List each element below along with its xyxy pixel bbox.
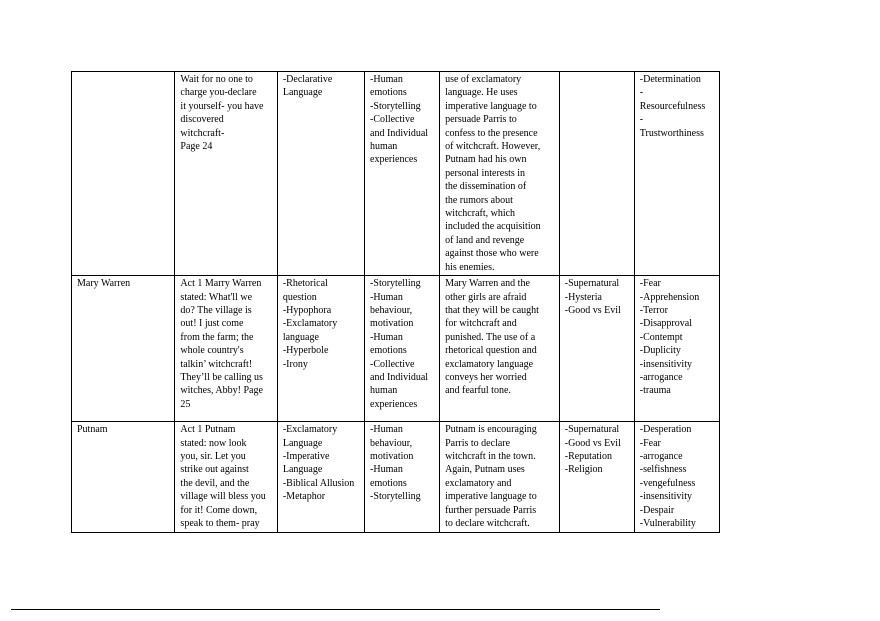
analysis-line: included the acquisition: [445, 221, 541, 233]
analysis-line: Parris to declare: [445, 437, 511, 449]
emotion-line: -Determination: [639, 74, 701, 85]
footer-divider: [11, 609, 660, 610]
analysis-line: of land and revenge: [445, 234, 525, 246]
theme-line: -Storytelling: [370, 278, 421, 290]
theme-line: experiences: [370, 398, 418, 410]
table-row: [72, 422, 720, 533]
quote-line: witches, Abby! Page: [180, 385, 263, 397]
analysis-line: witchcraft, which: [445, 208, 516, 220]
quote-line: stated: now look: [180, 437, 247, 449]
emotion-line: -Desperation: [639, 424, 692, 436]
analysis-line: to declare witchcraft.: [445, 517, 530, 529]
character-cell: [72, 276, 175, 422]
analysis-line: exclamatory language: [445, 358, 534, 370]
quote-line: witchcraft-: [180, 127, 225, 139]
context-line: -Supernatural: [564, 424, 620, 436]
analysis-line: for witchcraft and: [445, 318, 517, 330]
analysis-line: and fearful tone.: [445, 385, 511, 397]
context-line: -Religion: [564, 464, 603, 476]
quote-line: discovered: [180, 114, 224, 126]
theme-line: human: [370, 385, 398, 397]
analysis-line: further persuade Parris: [445, 504, 537, 516]
techniques-cell: [277, 72, 364, 276]
character-name: Mary Warren: [77, 278, 131, 290]
technique-line: Language: [282, 87, 323, 99]
technique-line: -Imperative: [282, 450, 330, 462]
emotion-line: -Despair: [639, 504, 675, 516]
emotions-cell: [634, 422, 719, 533]
theme-line: -Human: [370, 464, 403, 476]
emotion-line: -Disapproval: [639, 318, 692, 330]
emotion-line: -: [639, 87, 644, 99]
themes-cell: [365, 72, 440, 276]
emotion-line: -Fear: [639, 437, 661, 449]
emotion-line: -Fear: [639, 278, 661, 290]
quote-line: for it! Come down,: [180, 504, 258, 516]
table-row: [72, 276, 720, 422]
technique-line: -Irony: [282, 358, 308, 370]
technique-line: Language: [282, 464, 323, 476]
analysis-line: exclamatory and: [445, 477, 512, 489]
character-cell: [72, 422, 175, 533]
character-name: Putnam: [77, 424, 108, 436]
theme-line: emotions: [370, 345, 407, 357]
analysis-line: other girls are afraid: [445, 291, 527, 303]
emotion-line: -trauma: [639, 385, 671, 397]
emotion-line: -Apprehension: [639, 291, 700, 303]
context-cell: [559, 72, 634, 276]
context-line: -Good vs Evil: [564, 304, 621, 316]
technique-line: -Hypophora: [282, 304, 332, 316]
emotion-line: Resourcefulness: [639, 100, 706, 112]
theme-line: motivation: [370, 450, 414, 462]
theme-line: emotions: [370, 477, 407, 489]
quote-line: stated: What'll we: [180, 291, 253, 303]
analysis-line: conveys her worried: [445, 371, 527, 383]
themes-cell: [365, 422, 440, 533]
themes-cell: [365, 276, 440, 422]
analysis-line: Putnam is encouraging: [445, 424, 537, 436]
theme-line: -Human: [370, 331, 403, 343]
context-cell: [559, 276, 634, 422]
context-line: -Reputation: [564, 450, 612, 462]
quote-line: do? The village is: [180, 304, 252, 316]
quote-line: Page 24: [180, 141, 213, 153]
emotion-line: -arrogance: [639, 371, 683, 383]
analysis-line: Again, Putnam uses: [445, 464, 525, 476]
analysis-line: witchcraft in the town.: [445, 450, 536, 462]
techniques-cell: [277, 422, 364, 533]
emotion-line: -Duplicity: [639, 345, 681, 357]
theme-line: -Human: [370, 424, 403, 436]
analysis-line: of witchcraft. However,: [445, 141, 541, 153]
context-line: -Good vs Evil: [564, 437, 621, 449]
quote-line: whole country's: [180, 345, 244, 357]
analysis-line: his enemies.: [445, 261, 495, 273]
technique-line: language: [282, 331, 319, 343]
analysis-line: imperative language to: [445, 100, 537, 112]
technique-line: -Declarative: [282, 74, 333, 85]
context-cell: [559, 422, 634, 533]
emotion-line: -selfishness: [639, 464, 687, 476]
theme-line: -Collective: [370, 114, 415, 126]
emotion-line: -Vulnerability: [639, 517, 696, 529]
quote-line: Act 1 Putnam: [180, 424, 236, 436]
quote-cell: [175, 422, 277, 533]
emotion-line: Trustworthiness: [639, 127, 704, 139]
technique-line: -Biblical Allusion: [282, 477, 355, 489]
theme-line: -Storytelling: [370, 491, 421, 503]
emotion-line: -Terror: [639, 304, 668, 316]
quote-cell: [175, 72, 277, 276]
table-row: [72, 72, 720, 276]
analysis-cell: [440, 422, 560, 533]
analysis-line: against those who were: [445, 248, 539, 260]
theme-line: behaviour,: [370, 304, 413, 316]
emotion-line: -insensitivity: [639, 358, 692, 370]
theme-line: emotions: [370, 87, 407, 99]
quote-line: charge you-declare: [180, 87, 257, 99]
quote-line: from the farm; the: [180, 331, 254, 343]
technique-line: -Exclamatory: [282, 424, 338, 436]
analysis-line: the rumors about: [445, 194, 513, 206]
technique-line: question: [282, 291, 317, 303]
emotion-line: -Contempt: [639, 331, 683, 343]
theme-line: experiences: [370, 154, 418, 166]
technique-line: -Exclamatory: [282, 318, 338, 330]
analysis-line: use of exclamatory: [445, 74, 522, 85]
technique-line: -Rhetorical: [282, 278, 328, 290]
analysis-line: punished. The use of a: [445, 331, 536, 343]
emotion-line: -: [639, 114, 644, 126]
theme-line: and Individual: [370, 371, 429, 383]
context-line: -Hysteria: [564, 291, 602, 303]
emotions-cell: [634, 276, 719, 422]
quote-line: talkin’ witchcraft!: [180, 358, 253, 370]
quote-line: 25: [180, 398, 191, 410]
quote-line: you, sir. Let you: [180, 450, 246, 462]
quote-line: Wait for no one to: [180, 74, 253, 85]
analysis-line: Putnam had his own: [445, 154, 527, 166]
quote-line: village will bless you: [180, 491, 266, 503]
analysis-line: language. He uses: [445, 87, 518, 99]
character-cell: [72, 72, 175, 276]
quote-line: They’ll be calling us: [180, 371, 263, 383]
analysis-line: confess to the presence: [445, 127, 538, 139]
emotions-cell: [634, 72, 719, 276]
emotion-line: -arrogance: [639, 450, 683, 462]
theme-line: -Human: [370, 74, 403, 85]
analysis-cell: [440, 276, 560, 422]
analysis-line: that they will be caught: [445, 304, 539, 316]
analysis-line: rhetorical question and: [445, 345, 537, 357]
analysis-table: [71, 71, 720, 533]
theme-line: human: [370, 141, 398, 153]
theme-line: -Human: [370, 291, 403, 303]
technique-line: Language: [282, 437, 323, 449]
theme-line: motivation: [370, 318, 414, 330]
techniques-cell: [277, 276, 364, 422]
emotion-line: -insensitivity: [639, 491, 692, 503]
context-line: -Supernatural: [564, 278, 620, 290]
technique-line: -Hyperbole: [282, 345, 329, 357]
analysis-cell: [440, 72, 560, 276]
quote-line: strike out against: [180, 464, 249, 476]
theme-line: behaviour,: [370, 437, 413, 449]
quote-line: it yourself- you have: [180, 100, 264, 112]
analysis-line: Mary Warren and the: [445, 278, 530, 290]
quote-line: the devil, and the: [180, 477, 250, 489]
theme-line: -Collective: [370, 358, 415, 370]
quote-line: speak to them- pray: [180, 517, 260, 529]
analysis-line: the dissemination of: [445, 181, 527, 193]
quote-line: Act 1 Marry Warren: [180, 278, 262, 290]
analysis-line: persuade Parris to: [445, 114, 517, 126]
quote-cell: [175, 276, 277, 422]
emotion-line: -vengefulness: [639, 477, 696, 489]
technique-line: -Metaphor: [282, 491, 326, 503]
theme-line: and Individual: [370, 127, 429, 139]
quote-line: out! I just come: [180, 318, 244, 330]
theme-line: -Storytelling: [370, 100, 421, 112]
analysis-line: personal interests in: [445, 167, 526, 179]
analysis-line: imperative language to: [445, 491, 537, 503]
